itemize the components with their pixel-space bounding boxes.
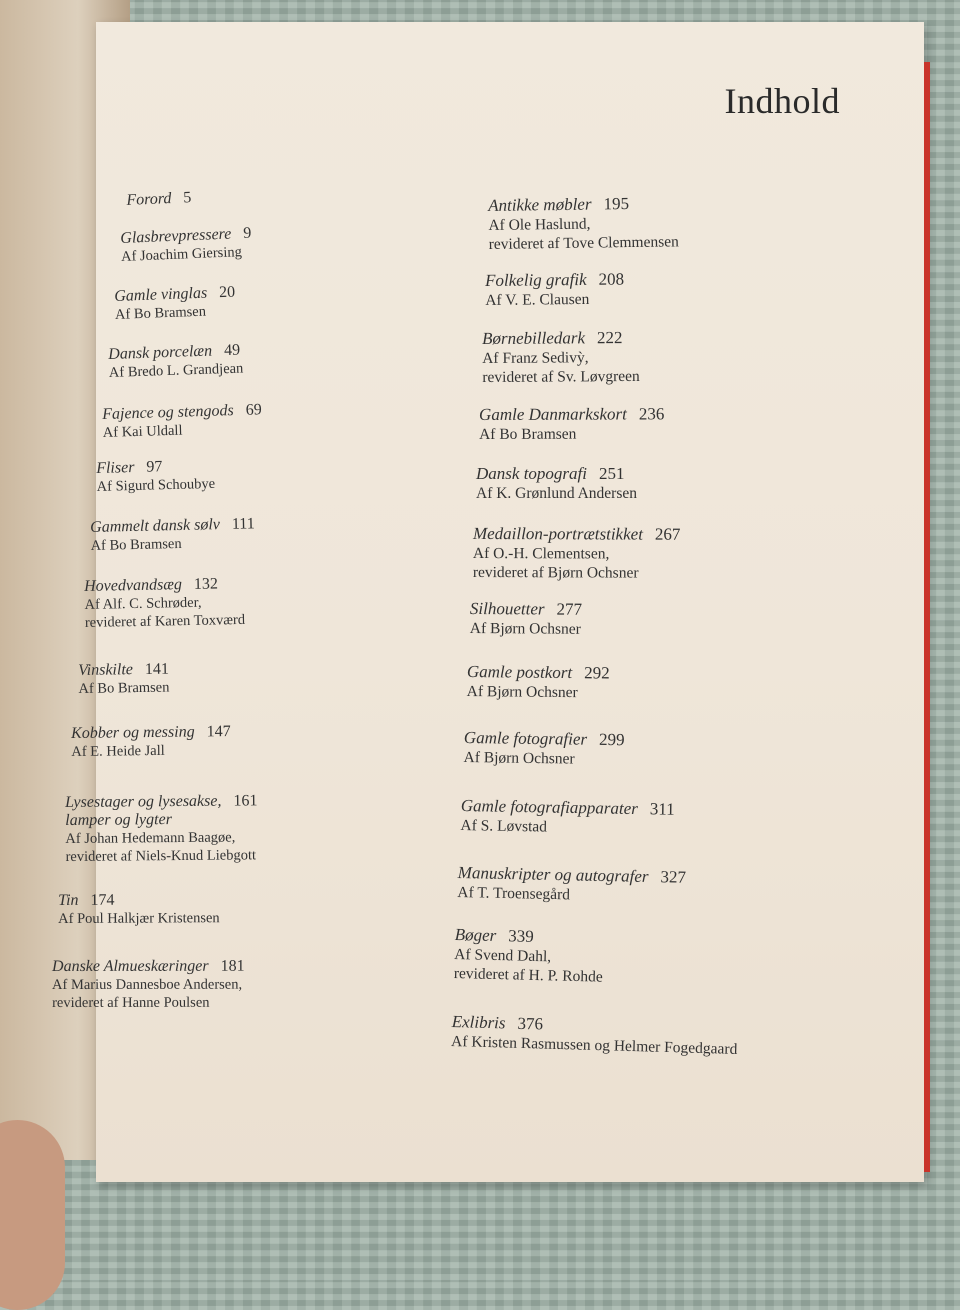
left-toc-entry: [52, 958, 245, 1012]
entry-title: Tin: [58, 891, 79, 909]
entry-author: Af Joachim Giersing: [120, 244, 243, 265]
entry-title: Silhouetter: [469, 599, 545, 619]
left-toc-entry: [120, 225, 252, 266]
right-toc-entry: [467, 662, 610, 702]
entry-author: Af S. Løvstad: [460, 816, 548, 836]
entry-title: Gamle fotografiapparater: [460, 796, 639, 819]
entry-author: Af Kristen Rasmussen og Helmer Fogedgaard: [450, 1032, 738, 1058]
entry-author: Af Sigurd Schoubye: [96, 475, 216, 495]
holding-thumb: [0, 1120, 65, 1310]
right-toc-entry: [463, 728, 624, 769]
entry-title: Forord: [126, 190, 172, 209]
entry-page-number: 69: [245, 401, 262, 419]
entry-page-number: 292: [584, 663, 610, 683]
entry-title: Gammelt dansk sølv: [90, 516, 221, 536]
entry-author: Af Poul Halkjær Kristensen: [58, 910, 220, 927]
entry-author: Af T. Troensegård: [457, 883, 571, 904]
entry-author: revideret af H. P. Rohde: [453, 964, 603, 986]
left-toc-entry: [102, 401, 263, 442]
entry-page-number: 111: [231, 515, 255, 533]
entry-author: revideret af Karen Toxværd: [84, 611, 246, 631]
entry-author: revideret af Niels-Knud Liebgott: [65, 847, 257, 865]
entry-page-number: 339: [508, 926, 535, 946]
entry-page-number: 251: [598, 464, 625, 483]
entry-author: revideret af Tove Clemmensen: [488, 233, 679, 253]
entry-author: Af Bo Bramsen: [78, 679, 170, 697]
entry-page-number: 181: [220, 957, 245, 975]
right-toc-entry: [454, 925, 604, 987]
entry-author: Af Bredo L. Grandjean: [108, 360, 244, 381]
entry-page-number: 20: [218, 283, 236, 302]
right-toc-entry: [451, 1012, 738, 1059]
entry-title: Gamle fotografier: [463, 728, 588, 749]
entry-title: Fajence og stengods: [102, 402, 234, 423]
right-toc-entry: [479, 404, 664, 444]
entry-page-number: 9: [242, 224, 252, 243]
entry-author: Af Johan Hedemann Baagøe,: [65, 829, 236, 847]
entry-page-number: 236: [638, 404, 665, 424]
entry-author: Af Kai Uldall: [102, 422, 183, 441]
entry-author: Af O.-H. Clementsen,: [472, 544, 610, 563]
entry-title: Medaillon-portrætstikket: [472, 524, 643, 544]
left-toc-entry: [65, 792, 258, 866]
entry-author: Af V. E. Clausen: [485, 290, 590, 309]
entry-title: Exlibris: [451, 1012, 506, 1033]
entry-page-number: 132: [193, 575, 219, 593]
left-toc-entry: [126, 189, 192, 210]
entry-author: Af Svend Dahl,: [454, 945, 552, 966]
left-toc-entry: [58, 891, 220, 928]
right-toc-entry: [470, 599, 582, 639]
entry-author: Af Bo Bramsen: [479, 425, 577, 443]
entry-author: Af Alf. C. Schrøder,: [84, 594, 202, 613]
entry-title-continued: lamper og lygter: [65, 811, 172, 829]
entry-title: Kobber og messing: [71, 723, 195, 742]
entry-page-number: 299: [598, 729, 625, 750]
right-toc-entry: [460, 796, 675, 839]
entry-page-number: 147: [206, 723, 231, 741]
entry-page-number: 222: [596, 328, 623, 348]
entry-page-number: 195: [603, 194, 630, 214]
entry-page-number: 376: [517, 1013, 544, 1034]
entry-title: Glasbrevpressere: [120, 225, 232, 247]
entry-page-number: 97: [146, 458, 163, 476]
entry-page-number: 208: [598, 269, 625, 289]
left-toc-entry: [84, 575, 245, 632]
left-toc-entry: [78, 661, 170, 698]
entry-author: Af Bjørn Ochsner: [463, 748, 575, 768]
entry-page-number: 5: [182, 189, 192, 207]
entry-title: Folkelig grafik: [485, 269, 587, 290]
entry-author: Af Ole Haslund,: [488, 215, 591, 234]
page-red-edge: [924, 62, 930, 1172]
entry-title: Hovedvandsæg: [84, 576, 183, 595]
entry-page-number: 327: [660, 867, 687, 887]
entry-author: revideret af Sv. Løvgreen: [482, 367, 640, 386]
entry-title: Dansk porcelæn: [108, 342, 213, 363]
entry-title: Gamle Danmarkskort: [479, 404, 627, 424]
entry-title: Gamle vinglas: [114, 284, 208, 305]
entry-author: revideret af Bjørn Ochsner: [472, 563, 639, 582]
left-toc-entry: [90, 515, 255, 555]
entry-title: Vinskilte: [78, 661, 134, 679]
right-toc-entry: [488, 193, 679, 254]
entry-page-number: 49: [223, 341, 241, 360]
entry-title: Gamle postkort: [466, 662, 573, 683]
entry-author: revideret af Hanne Poulsen: [52, 994, 210, 1011]
entry-title: Manuskripter og autografer: [457, 863, 649, 886]
entry-title: Danske Almueskæringer: [52, 957, 209, 975]
left-toc-entry: [96, 457, 215, 496]
entry-author: Af Bjørn Ochsner: [466, 682, 578, 702]
entry-author: Af Bo Bramsen: [114, 303, 207, 323]
entry-author: Af E. Heide Jall: [71, 742, 165, 760]
entry-author: Af Franz Sedivỳ,: [482, 349, 589, 367]
right-toc-entry: [485, 270, 624, 310]
entry-author: Af Bjørn Ochsner: [469, 619, 581, 638]
page-title: Indhold: [724, 81, 840, 121]
entry-title: Bøger: [454, 925, 497, 946]
entry-author: Af Marius Dannesboe Andersen,: [52, 976, 243, 993]
entry-author: Af K. Grønlund Andersen: [476, 485, 638, 502]
entry-page-number: 161: [233, 792, 258, 810]
book-page: [52, 22, 924, 1182]
entry-page-number: 267: [654, 524, 681, 544]
right-toc-entry: [457, 863, 686, 907]
entry-page-number: 141: [144, 660, 170, 678]
right-toc-entry: [482, 328, 640, 387]
left-toc-entry: [71, 723, 231, 761]
entry-page-number: 311: [649, 799, 675, 819]
entry-title: Dansk topografi: [476, 464, 587, 483]
entry-title: Fliser: [96, 458, 135, 477]
entry-title: Lysestager og lysesakse,: [65, 792, 222, 811]
entry-title: Børnebilledark: [482, 328, 586, 348]
right-toc-entry: [473, 524, 681, 583]
left-toc-entry: [114, 284, 236, 324]
entry-title: Antikke møbler: [488, 194, 592, 215]
right-toc-entry: [476, 464, 637, 503]
left-toc-entry: [108, 342, 244, 382]
entry-page-number: 277: [556, 599, 583, 619]
entry-page-number: 174: [90, 891, 115, 909]
entry-author: Af Bo Bramsen: [90, 535, 182, 554]
